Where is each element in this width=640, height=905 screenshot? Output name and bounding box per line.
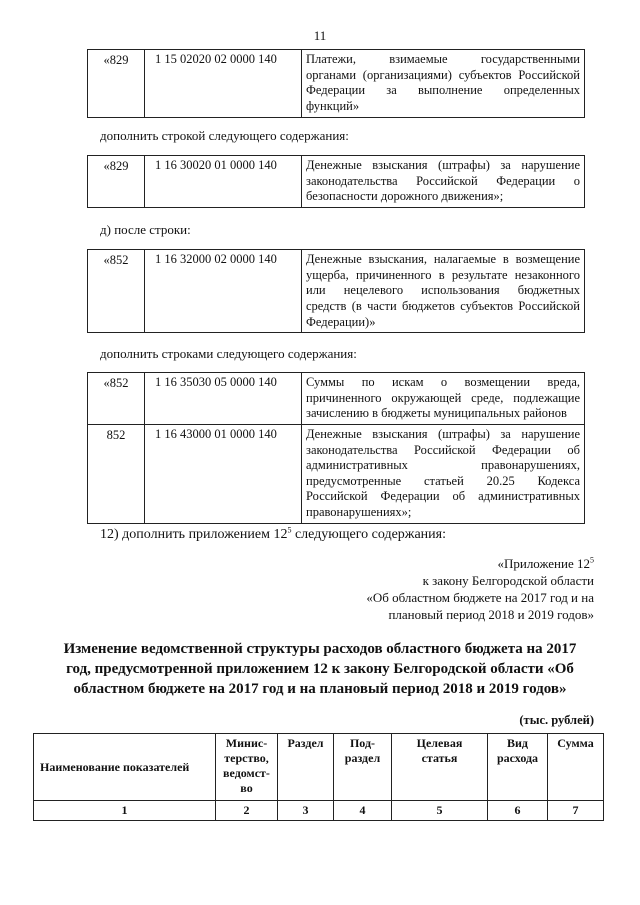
table-header-row [34,734,604,801]
annex-heading: «Приложение $12^5$ к закону Белгородской области «Об областном бюджете на 2017 год и на плановый период 2018 и 2019 годов» [366,555,594,622]
admin-code: 852 [88,424,145,523]
column-number: 3 [278,801,334,821]
revenue-description: Денежные взыскания (штрафы) за нарушение законодательства Российской Федерации об административных правонарушениях, предусмотренные статьей 20.25 Кодекса Российской Федерации об административных правонарушениях»; [302,424,585,523]
revenue-description: Суммы по искам о возмещении вреда, причиненного окружающей среде, подлежащие зачислению в бюджеты муниципальных районов [302,373,585,425]
paragraph-add-row: дополнить строкой следующего содержания: [100,128,349,143]
column-header-target: Целевая статья [392,734,488,801]
table-row [88,373,585,425]
column-number: 1 [34,801,216,821]
table-row [88,250,585,333]
revenue-description: Денежные взыскания (штрафы) за нарушение законодательства Российской Федерации о безопасности дорожного движения»; [302,156,585,208]
document-title: Изменение ведомственной структуры расходов областного бюджета на 2017 год, предусмотренной приложением 12 к закону Белгородской области «Об областном бюджете на 2017 год и на плановый период 2018 и 2019 годов» [63,641,577,697]
code-table-4 [87,372,585,524]
revenue-code: 1 16 30020 01 0000 140 [145,156,302,208]
column-number: 7 [548,801,604,821]
code-table-2 [87,155,585,208]
column-number: 4 [334,801,392,821]
column-header-name: Наименование показателей [34,734,216,801]
column-number: 5 [392,801,488,821]
table-row [34,801,604,821]
revenue-code: 1 16 43000 01 0000 140 [145,424,302,523]
revenue-code: 1 16 32000 02 0000 140 [145,250,302,333]
paragraph-after-row: д) после строки: [100,222,191,237]
column-header-expense-type: Вид расхода [488,734,548,801]
page-number: 11 [313,28,327,43]
admin-code: «852 [88,373,145,425]
column-header-subsection: Под- раздел [334,734,392,801]
code-table-3 [87,249,585,333]
column-header-section: Раздел [278,734,334,801]
structure-table [33,733,604,821]
table-row [88,424,585,523]
column-number: 2 [216,801,278,821]
admin-code: «829 [88,156,145,208]
revenue-description: Платежи, взимаемые государственными органами (организациями) субъектов Российской Федерации за выполнение определенных функций» [302,50,585,118]
paragraph-add-rows: дополнить строками следующего содержания: [100,346,357,361]
column-header-ministry: Минис- терство, ведомст- во [216,734,278,801]
column-header-amount: Сумма [548,734,604,801]
table-row [88,50,585,118]
revenue-code: 1 16 35030 05 0000 140 [145,373,302,425]
units-label: (тыс. рублей) [519,713,594,727]
revenue-code: 1 15 02020 02 0000 140 [145,50,302,118]
admin-code: «852 [88,250,145,333]
paragraph-add-annex: 12) дополнить приложением $12^5$ следующего содержания: [100,525,446,542]
code-table-1 [87,49,585,118]
column-number: 6 [488,801,548,821]
admin-code: «829 [88,50,145,118]
revenue-description: Денежные взыскания, налагаемые в возмещение ущерба, причиненного в результате незаконного или нецелевого использования бюджетных средств (в части бюджетов субъектов Российской Федерации)» [302,250,585,333]
table-row [88,156,585,208]
